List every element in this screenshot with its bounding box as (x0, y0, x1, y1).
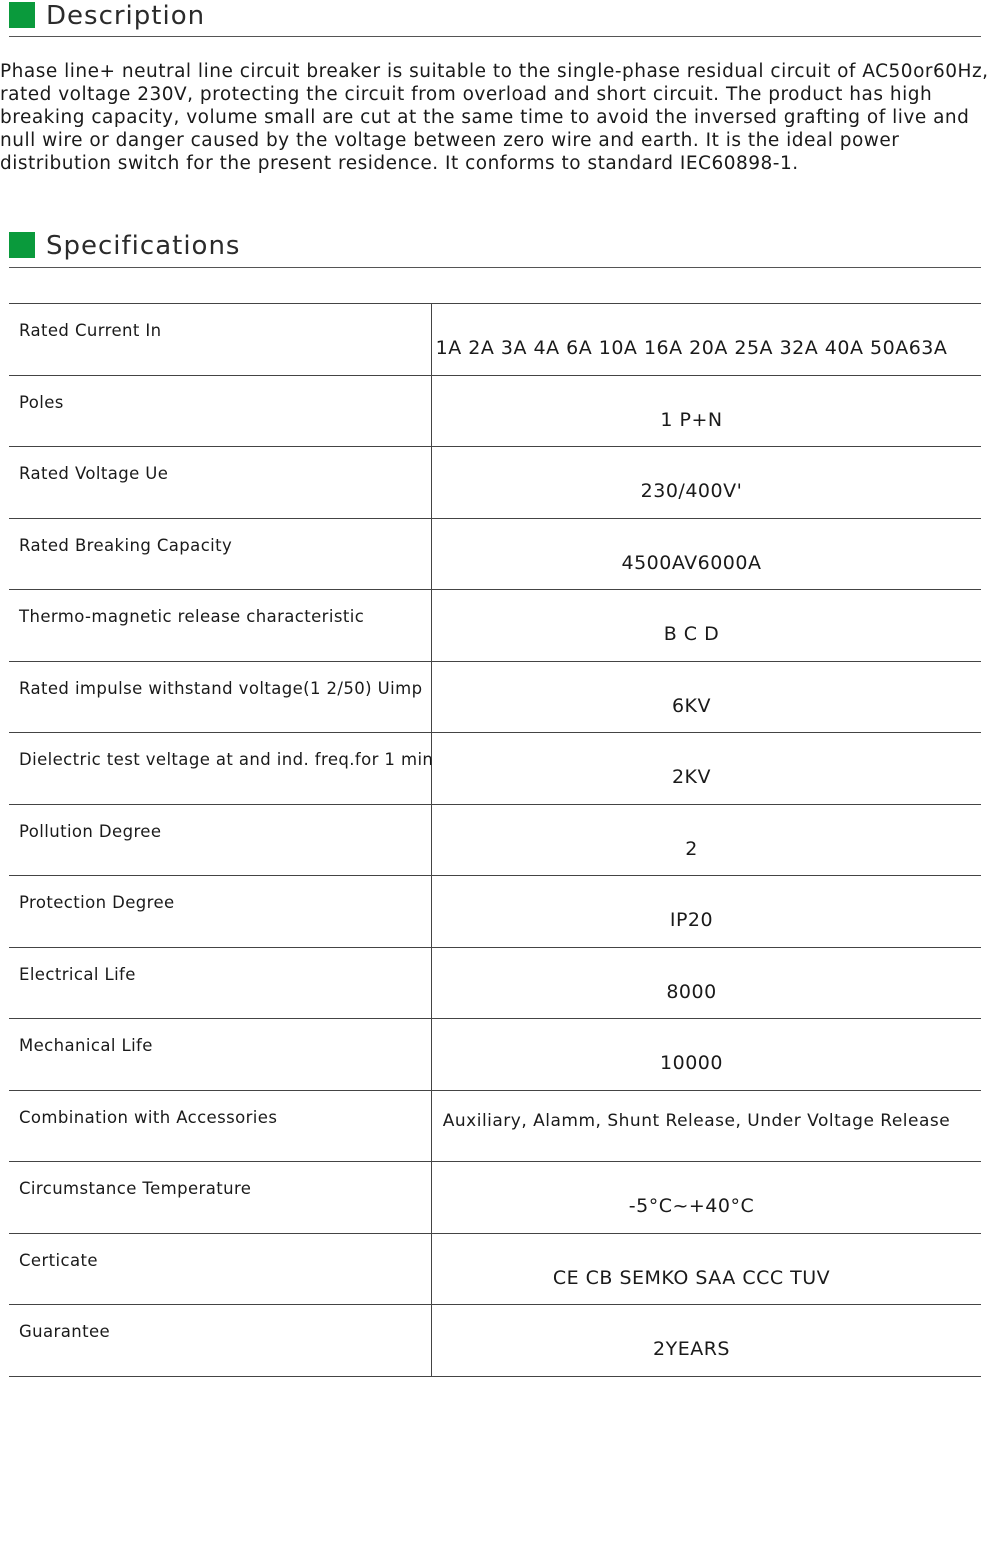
spec-value: 2 (685, 837, 698, 860)
spec-label: Circumstance Temperature (9, 1162, 432, 1233)
specifications-header (9, 226, 981, 268)
spec-value: CE CB SEMKO SAA CCC TUV (552, 1266, 831, 1289)
table-row (9, 733, 981, 805)
table-row (9, 1019, 981, 1091)
specifications-title: Specifications (46, 231, 241, 261)
spec-value: 2YEARS (653, 1338, 730, 1360)
description-line: rated voltage 230V, protecting the circuit from overload and short circuit. The product has high (0, 84, 933, 105)
description-line: Phase line+ neutral line circuit breaker is suitable to the single-phase residual circuit of AC50or60Hz, (0, 61, 989, 82)
table-row (9, 1091, 981, 1163)
spec-label: Certicate (9, 1234, 432, 1305)
spec-value: IP20 (669, 909, 714, 931)
table-row (9, 1234, 981, 1306)
spec-value: 6KV (671, 694, 712, 717)
spec-value: -5°C~+40°C (628, 1195, 755, 1217)
table-row (9, 805, 981, 877)
table-row (9, 876, 981, 948)
spec-value: 1A 2A 3A 4A 6A 10A 16A 20A 25A 32A 40A 50A63A (435, 337, 948, 359)
spec-value: B C D (663, 623, 720, 645)
description-line: breaking capacity, volume small are cut at the same time to avoid the inversed grafting of live and (0, 107, 970, 128)
table-row (9, 1305, 981, 1377)
table-row (9, 447, 981, 519)
spec-label: Dielectric test veltage at and ind. freq.for 1 min (9, 733, 432, 804)
spec-label: Guarantee (9, 1305, 432, 1376)
spec-value: 230/400V' (640, 480, 743, 502)
spec-label: Pollution Degree (9, 805, 432, 876)
spec-label: Rated Voltage Ue (9, 447, 432, 518)
description-text (0, 60, 1000, 175)
spec-label: Poles (9, 376, 432, 447)
description-header (9, 0, 981, 37)
table-row (9, 1162, 981, 1234)
spec-value: 1 P+N (660, 408, 723, 431)
table-row (9, 948, 981, 1020)
spec-value: 2KV (671, 766, 712, 788)
specifications-table (9, 303, 981, 1377)
spec-value: 10000 (660, 1052, 723, 1074)
spec-label: Protection Degree (9, 876, 432, 947)
table-row (9, 590, 981, 662)
spec-label: Mechanical Life (9, 1019, 432, 1090)
spec-label: Rated impulse withstand voltage(1 2/50) Uimp (9, 662, 432, 733)
table-row (9, 519, 981, 591)
spec-label: Rated Current In (9, 304, 432, 375)
table-row (9, 662, 981, 734)
spec-value: 4500AV6000A (621, 551, 762, 574)
spec-value: Auxiliary, Alamm, Shunt Release, Under Voltage Release (442, 1110, 951, 1131)
spec-label: Rated Breaking Capacity (9, 519, 432, 590)
spec-label: Thermo-magnetic release characteristic (9, 590, 432, 661)
green-square-icon (9, 2, 35, 28)
spec-label: Combination with Accessories (9, 1091, 432, 1162)
table-row (9, 376, 981, 448)
description-title: Description (46, 1, 206, 31)
table-row (9, 304, 981, 376)
spec-value: 8000 (666, 980, 717, 1003)
spec-label: Electrical Life (9, 948, 432, 1019)
green-square-icon (9, 232, 35, 258)
description-line: null wire or danger caused by the voltage between zero wire and earth. It is the ideal power (0, 130, 900, 151)
description-line: distribution switch for the present residence. It conforms to standard IEC60898-1. (0, 153, 799, 174)
